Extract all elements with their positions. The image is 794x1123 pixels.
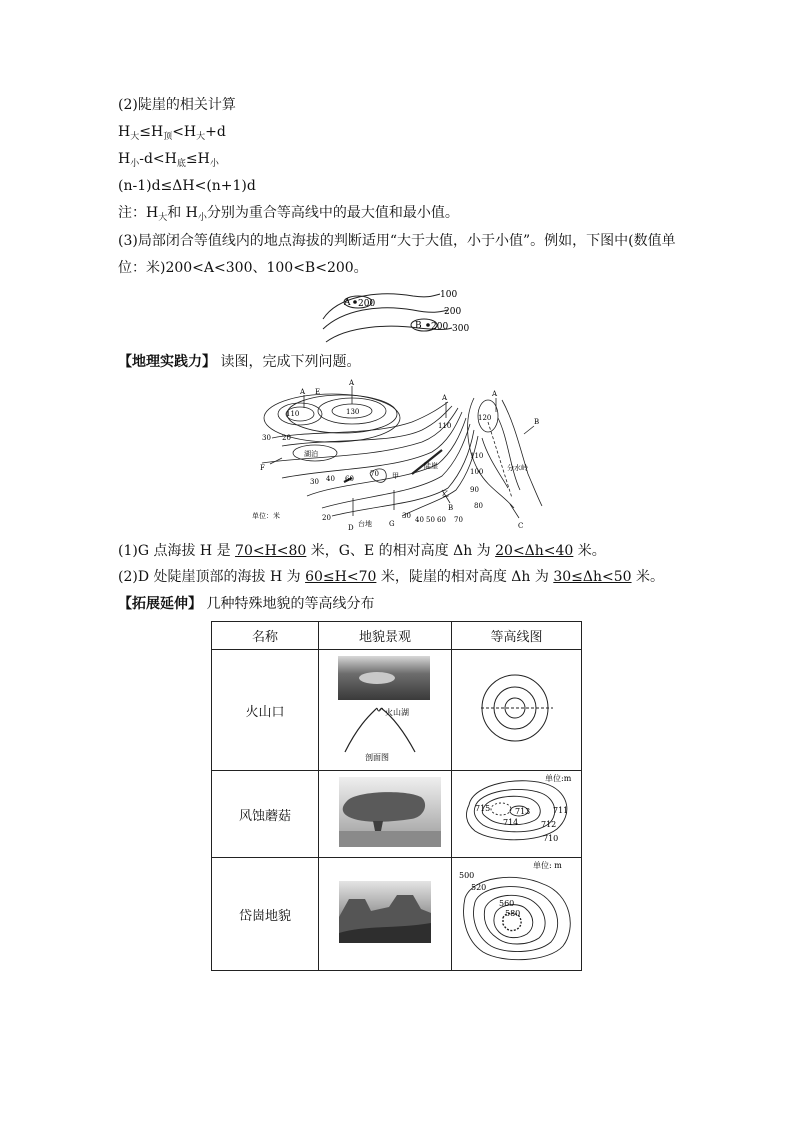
small-contour-map <box>318 284 478 346</box>
svg-text:120: 120 <box>478 414 492 422</box>
svg-text:30: 30 <box>402 512 411 520</box>
svg-text:B: B <box>534 418 540 426</box>
svg-text:520: 520 <box>470 883 486 892</box>
svg-text:乙: 乙 <box>442 490 449 498</box>
svg-text:B: B <box>448 504 454 512</box>
formula-2: $H_小-d<H_底\le H_小$ <box>118 151 219 169</box>
section2-title: (2)陡崖的相关计算 <box>118 97 236 113</box>
topographic-map <box>252 378 552 532</box>
svg-text:20: 20 <box>282 434 291 442</box>
mushroom-landscape <box>319 771 452 858</box>
svg-text:甲: 甲 <box>392 472 399 480</box>
daigu-landscape <box>319 858 452 971</box>
svg-text:分水岭: 分水岭 <box>507 464 528 472</box>
svg-text:G: G <box>389 520 395 528</box>
svg-text:单位:m: 单位:m <box>544 774 571 783</box>
svg-text:F: F <box>260 464 265 472</box>
formula-3: (n-1)d≤ΔH<(n+1)d <box>118 178 256 194</box>
daigu-photo <box>325 877 445 947</box>
svg-text:50: 50 <box>426 516 435 524</box>
row-name-volcano: 火山口 <box>212 650 319 771</box>
table-header-row <box>212 622 582 650</box>
svg-text:300: 300 <box>452 324 470 334</box>
extension-heading: 【拓展延伸】 几种特殊地貌的等高线分布 <box>118 596 375 612</box>
svg-text:C: C <box>518 522 524 530</box>
svg-text:60: 60 <box>345 475 354 483</box>
svg-text:100: 100 <box>440 290 458 300</box>
svg-text:500: 500 <box>458 871 474 880</box>
svg-text:20: 20 <box>322 514 331 522</box>
mushroom-rock-photo <box>325 773 445 851</box>
mushroom-contour <box>452 771 582 858</box>
table-row <box>212 771 582 858</box>
svg-text:560: 560 <box>498 899 514 908</box>
svg-text:90: 90 <box>470 486 479 494</box>
svg-text:200: 200 <box>358 299 376 309</box>
svg-text:A: A <box>492 390 498 398</box>
formula-1: $H_大\le H_顶<H_大+d$ <box>118 124 226 142</box>
svg-text:200: 200 <box>444 307 462 317</box>
note: 注：$H_大$和 $H_小$分别为重合等高线中的最大值和最小值。 <box>118 205 459 223</box>
table-row <box>212 650 582 771</box>
svg-text:70: 70 <box>454 516 463 524</box>
row-name-mushroom: 风蚀蘑菇 <box>212 771 319 858</box>
svg-text:单位：米: 单位：米 <box>252 512 280 520</box>
label-B: B <box>415 321 422 331</box>
svg-text:单位: m: 单位: m <box>532 861 562 870</box>
table-row <box>212 858 582 971</box>
question-1: (1)G 点海拔 H 是 70<H<80 米，G、E 的相对高度 Δh 为 20<Δh<40 米。 <box>118 543 606 559</box>
volcano-landscape <box>319 650 452 771</box>
svg-text:110: 110 <box>438 422 452 430</box>
svg-text:40: 40 <box>326 475 335 483</box>
svg-text:714: 714 <box>502 818 518 827</box>
header-contour: 等高线图 <box>452 622 582 650</box>
svg-text:剖面图: 剖面图 <box>365 753 389 762</box>
svg-text:70: 70 <box>370 470 379 478</box>
svg-text:713: 713 <box>514 807 530 816</box>
svg-text:D: D <box>348 524 354 532</box>
mushroom-contour-map <box>453 771 581 853</box>
svg-text:A: A <box>300 388 306 396</box>
question-2: (2)D 处陡崖顶部的海拔 H 为 60≤H<70 米，陡崖的相对高度 Δh 为 30≤Δh<50 米。 <box>118 569 664 585</box>
landform-table <box>211 621 582 971</box>
volcano-photo-and-profile <box>325 652 445 764</box>
svg-text:湖泊: 湖泊 <box>304 450 318 458</box>
svg-text:715: 715 <box>474 804 490 813</box>
daigu-contour-map <box>453 858 581 966</box>
section3-line1: (3)局部闭合等值线内的地点海拔的判断适用“大于大值，小于小值”。例如，下图中(数值单 <box>118 233 676 249</box>
svg-text:台地: 台地 <box>358 520 372 528</box>
svg-text:110: 110 <box>470 452 484 460</box>
svg-text:E: E <box>315 388 321 396</box>
volcano-contour <box>452 650 582 771</box>
svg-text:A: A <box>442 394 448 402</box>
daigu-contour <box>452 858 582 971</box>
svg-text:110: 110 <box>286 410 300 418</box>
label-A: A <box>344 298 351 308</box>
section3-line2: 位：米)200<A<300、100<B<200。 <box>118 260 368 276</box>
practice-heading: 【地理实践力】 读图，完成下列问题。 <box>118 354 361 370</box>
svg-text:711: 711 <box>552 806 568 815</box>
svg-text:580: 580 <box>504 909 520 918</box>
svg-text:710: 710 <box>542 834 558 843</box>
svg-text:火山湖: 火山湖 <box>385 708 409 717</box>
row-name-daigu: 岱崮地貌 <box>212 858 319 971</box>
header-landscape: 地貌景观 <box>319 622 452 650</box>
svg-text:80: 80 <box>474 502 483 510</box>
header-name: 名称 <box>212 622 319 650</box>
svg-text:712: 712 <box>540 820 556 829</box>
svg-text:30: 30 <box>262 434 271 442</box>
svg-text:A: A <box>349 379 355 387</box>
svg-text:陡崖: 陡崖 <box>424 462 438 470</box>
svg-text:200: 200 <box>431 322 449 332</box>
svg-text:60: 60 <box>437 516 446 524</box>
svg-text:40: 40 <box>415 516 424 524</box>
svg-text:30: 30 <box>310 478 319 486</box>
svg-text:130: 130 <box>346 408 360 416</box>
volcano-contour-map <box>453 652 581 764</box>
svg-text:100: 100 <box>470 468 484 476</box>
